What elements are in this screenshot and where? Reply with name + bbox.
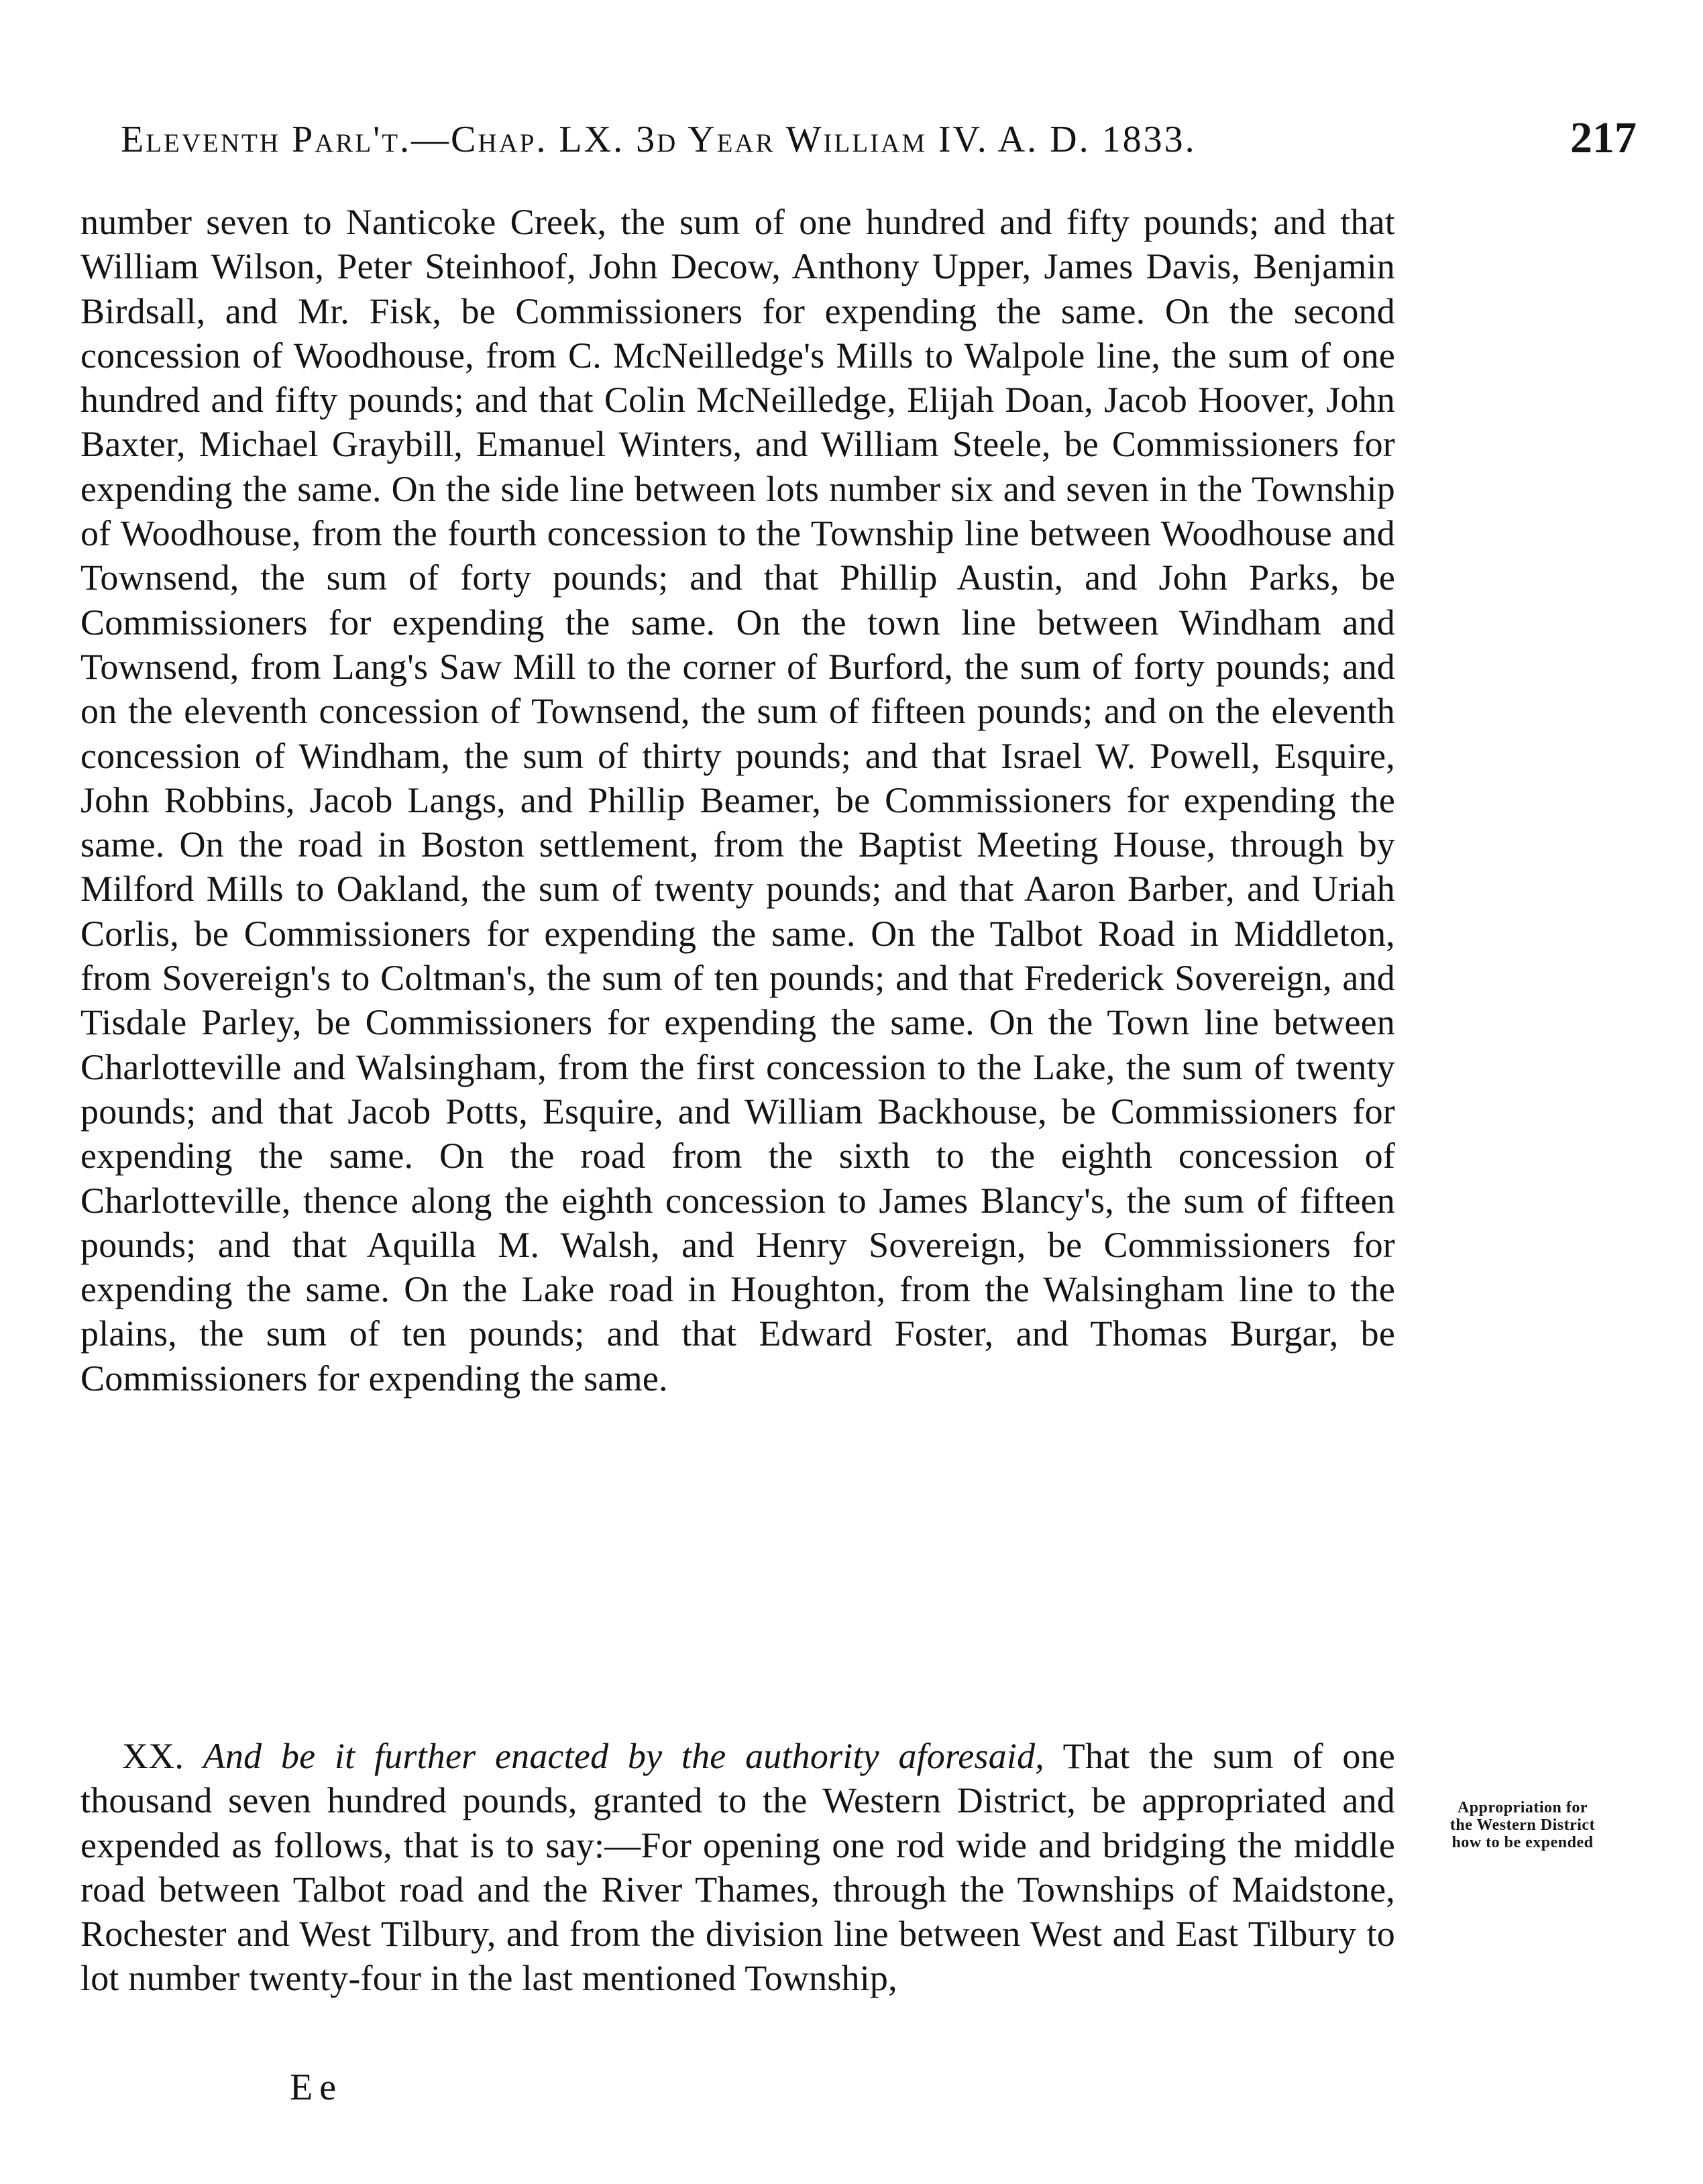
running-header	[121, 113, 1637, 180]
section-number: XX.	[122, 1736, 184, 1776]
page-number: 217	[1570, 113, 1637, 162]
margin-note-line-3: how to be expended	[1451, 1834, 1594, 1851]
running-title: Eleventh Parl't.—Chap. LX. 3d Year William IV. A. D. 1833.	[121, 119, 1197, 160]
paragraph-2-rest: That the sum of one thousand seven hundred pounds, granted to the Western District, be appropriated and expended as follows, that is to say:—For opening one rod wide and bridging the middle road between Talbot road and the River Thames, through the Townships of Maidstone, Rochester and West Tilbury, and from the division line between West and East Tilbury to lot number twenty-four in the last mentioned Township,	[80, 1736, 1396, 1999]
body-paragraph-2	[80, 1734, 1395, 2001]
body-paragraph-1	[80, 200, 1395, 1401]
margin-note	[1402, 1799, 1643, 1851]
margin-note-line-1: Appropriation for	[1457, 1799, 1588, 1816]
enacting-clause: And be it further enacted by the authority aforesaid,	[203, 1736, 1044, 1776]
paragraph-2-text	[80, 1734, 1395, 2001]
signature-mark: Ee	[290, 2067, 343, 2108]
paragraph-1-text: number seven to Nanticoke Creek, the sum of one hundred and fifty pounds; and that William Wilson, Peter Steinhoof, John Decow, Anthony Upper, James Davis, Benjamin Birdsall, and Mr. Fisk, be Commissioners for expending the same. On the second concession of Woodhouse, from C. McNeilledge's Mills to Walpole line, the sum of one hundred and fifty pounds; and that Colin McNeilledge, Elijah Doan, Jacob Hoover, John Baxter, Michael Graybill, Emanuel Winters, and William Steele, be Commissioners for expending the same. On the side line between lots number six and seven in the Township of Woodhouse, from the fourth concession to the Township line between Woodhouse and Townsend, the sum of forty pounds; and that Phillip Austin, and John Parks, be Commissioners for expending the same. On the town line between Windham and Townsend, from Lang's Saw Mill to the corner of Burford, the sum of forty pounds; and on the eleventh concession of Townsend, the sum of fifteen pounds; and on the eleventh concession of Windham, the sum of thirty pounds; and that Israel W. Powell, Esquire, John Robbins, Jacob Langs, and Phillip Beamer, be Commissioners for expending the same. On the road in Boston settlement, from the Baptist Meeting House, through by Milford Mills to Oakland, the sum of twenty pounds; and that Aaron Barber, and Uriah Corlis, be Commissioners for expending the same. On the Talbot Road in Middleton, from Sovereign's to Coltman's, the sum of ten pounds; and that Frederick Sovereign, and Tisdale Parley, be Commissioners for expending the same. On the Town line between Charlotteville and Walsingham, from the first concession to the Lake, the sum of twenty pounds; and that Jacob Potts, Esquire, and William Backhouse, be Commissioners for expending the same. On the road from the sixth to the eighth concession of Charlotteville, thence along the eighth concession to James Blancy's, the sum of fifteen pounds; and that Aquilla M. Walsh, and Henry Sovereign, be Commissioners for expending the same. On the Lake road in Houghton, from the Walsingham line to the plains, the sum of ten pounds; and that Edward Foster, and Thomas Burgar, be Commissioners for expending the same.	[80, 202, 1395, 1399]
margin-note-line-2: the Western District	[1449, 1816, 1596, 1834]
